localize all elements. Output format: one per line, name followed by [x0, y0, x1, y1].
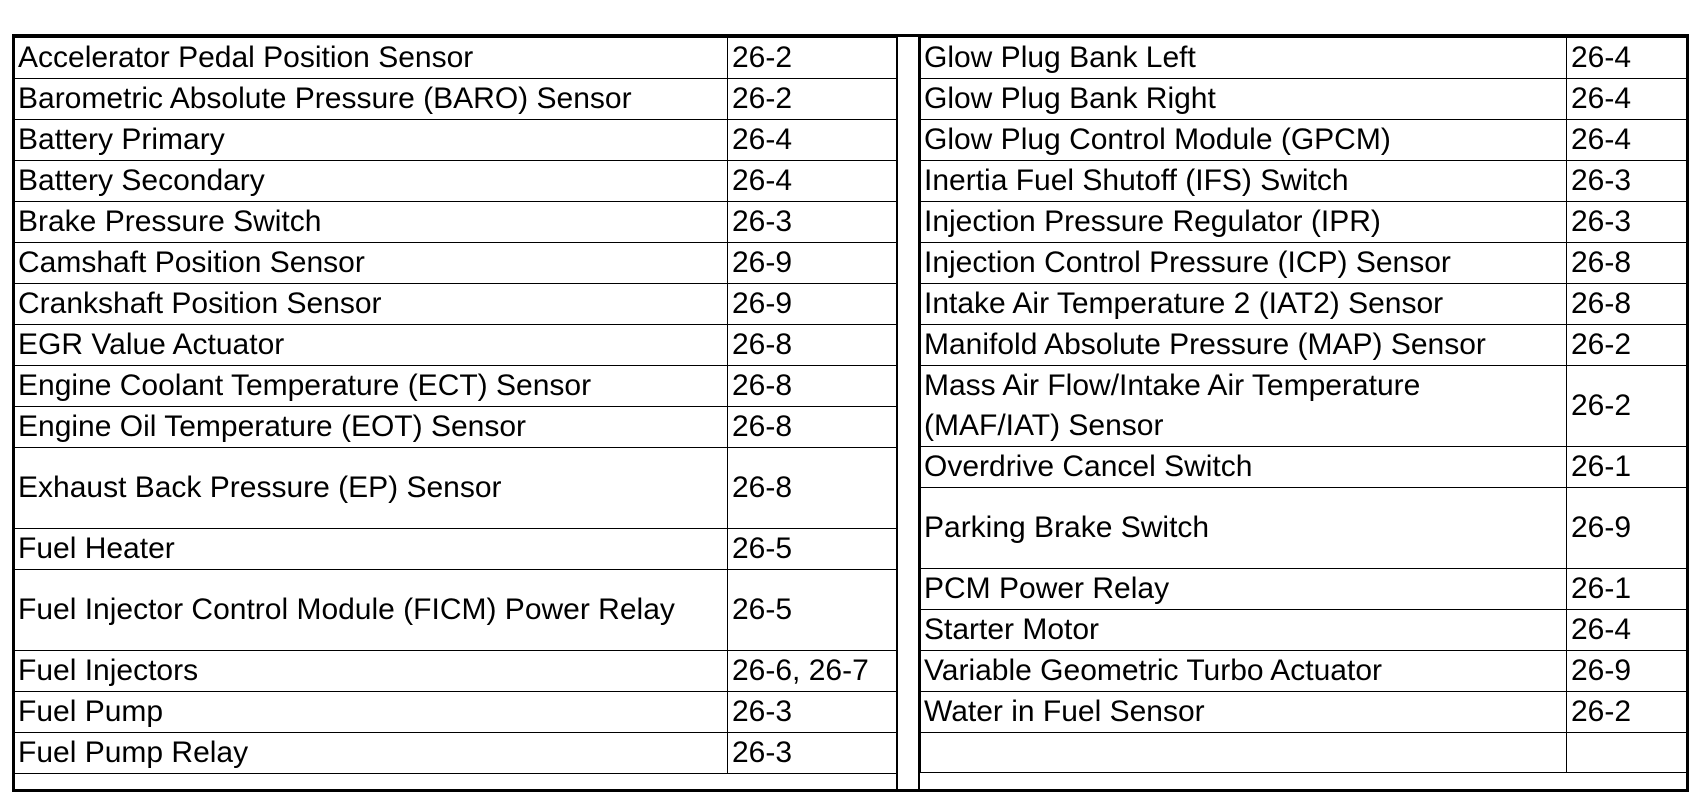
component-name: Camshaft Position Sensor	[15, 243, 728, 284]
table-row	[921, 243, 1687, 284]
page-reference	[1567, 733, 1687, 773]
component-name: PCM Power Relay	[921, 569, 1567, 610]
table-row	[921, 610, 1687, 651]
component-name: Inertia Fuel Shutoff (IFS) Switch	[921, 161, 1567, 202]
component-name: Glow Plug Bank Right	[921, 79, 1567, 120]
component-name: Manifold Absolute Pressure (MAP) Sensor	[921, 325, 1567, 366]
component-name: Fuel Heater	[15, 529, 728, 570]
page-reference: 26-5	[728, 529, 897, 570]
page-reference: 26-2	[1567, 325, 1687, 366]
component-name: Crankshaft Position Sensor	[15, 284, 728, 325]
table-row	[921, 325, 1687, 366]
table-row	[921, 202, 1687, 243]
table-row	[15, 529, 897, 570]
table-gutter	[896, 34, 920, 792]
page-reference: 26-8	[728, 448, 897, 529]
component-name: Injection Control Pressure (ICP) Sensor	[921, 243, 1567, 284]
table-row	[15, 570, 897, 651]
page-reference: 26-2	[1567, 692, 1687, 733]
page-reference: 26-2	[1567, 366, 1687, 447]
page-reference: 26-9	[728, 243, 897, 284]
component-name	[921, 733, 1567, 773]
page-reference: 26-8	[728, 366, 897, 407]
page-reference: 26-4	[1567, 610, 1687, 651]
table-row	[15, 366, 897, 407]
page-reference: 26-9	[1567, 651, 1687, 692]
page-reference: 26-4	[1567, 120, 1687, 161]
page-reference: 26-3	[1567, 202, 1687, 243]
component-name: Fuel Pump	[15, 692, 728, 733]
component-name: Injection Pressure Regulator (IPR)	[921, 202, 1567, 243]
page-reference: 26-5	[728, 570, 897, 651]
component-name: Engine Oil Temperature (EOT) Sensor	[15, 407, 728, 448]
component-name: Exhaust Back Pressure (EP) Sensor	[15, 448, 728, 529]
component-name: Parking Brake Switch	[921, 488, 1567, 569]
table-row	[921, 366, 1687, 447]
component-name: Battery Secondary	[15, 161, 728, 202]
page-reference: 26-2	[728, 79, 897, 120]
left-index-table	[14, 37, 897, 774]
page-reference: 26-3	[1567, 161, 1687, 202]
table-row	[921, 161, 1687, 202]
page-reference: 26-8	[728, 407, 897, 448]
table-row	[15, 325, 897, 366]
component-name: Water in Fuel Sensor	[921, 692, 1567, 733]
table-row	[921, 79, 1687, 120]
table-row	[921, 569, 1687, 610]
page-reference: 26-3	[728, 202, 897, 243]
component-name: Engine Coolant Temperature (ECT) Sensor	[15, 366, 728, 407]
table-row	[15, 79, 897, 120]
table-row	[15, 651, 897, 692]
table-row	[15, 733, 897, 774]
page-reference: 26-8	[728, 325, 897, 366]
component-name: Fuel Pump Relay	[15, 733, 728, 774]
table-row	[15, 448, 897, 529]
component-name: Fuel Injectors	[15, 651, 728, 692]
component-name: Fuel Injector Control Module (FICM) Power Relay	[15, 570, 728, 651]
component-name: Overdrive Cancel Switch	[921, 447, 1567, 488]
component-name: Mass Air Flow/Intake Air Temperature (MAF/IAT) Sensor	[921, 366, 1567, 447]
table-row	[921, 733, 1687, 773]
component-name: Brake Pressure Switch	[15, 202, 728, 243]
table-row	[15, 407, 897, 448]
page-reference: 26-4	[728, 161, 897, 202]
page-reference: 26-2	[728, 38, 897, 79]
table-row	[15, 243, 897, 284]
page-reference: 26-1	[1567, 569, 1687, 610]
table-row	[921, 38, 1687, 79]
component-name: Starter Motor	[921, 610, 1567, 651]
table-row	[15, 120, 897, 161]
component-name: Intake Air Temperature 2 (IAT2) Sensor	[921, 284, 1567, 325]
table-row	[921, 120, 1687, 161]
page-reference: 26-3	[728, 733, 897, 774]
page-reference: 26-6, 26-7	[728, 651, 897, 692]
component-name: Accelerator Pedal Position Sensor	[15, 38, 728, 79]
component-name: Glow Plug Bank Left	[921, 38, 1567, 79]
table-row	[921, 447, 1687, 488]
page-reference: 26-1	[1567, 447, 1687, 488]
component-name: Glow Plug Control Module (GPCM)	[921, 120, 1567, 161]
table-row	[15, 161, 897, 202]
page-reference: 26-3	[728, 692, 897, 733]
page-reference: 26-8	[1567, 243, 1687, 284]
table-row	[15, 202, 897, 243]
component-name: Battery Primary	[15, 120, 728, 161]
table-row	[15, 38, 897, 79]
component-name: Barometric Absolute Pressure (BARO) Sensor	[15, 79, 728, 120]
right-index-table	[920, 37, 1687, 773]
table-row	[921, 651, 1687, 692]
page-reference: 26-9	[728, 284, 897, 325]
component-name: Variable Geometric Turbo Actuator	[921, 651, 1567, 692]
page-reference: 26-4	[1567, 79, 1687, 120]
table-row	[921, 692, 1687, 733]
table-row	[921, 284, 1687, 325]
table-row	[15, 692, 897, 733]
table-row	[15, 284, 897, 325]
page-reference: 26-9	[1567, 488, 1687, 569]
page-reference: 26-8	[1567, 284, 1687, 325]
component-name: EGR Value Actuator	[15, 325, 728, 366]
page-reference: 26-4	[728, 120, 897, 161]
table-row	[921, 488, 1687, 569]
page-reference: 26-4	[1567, 38, 1687, 79]
